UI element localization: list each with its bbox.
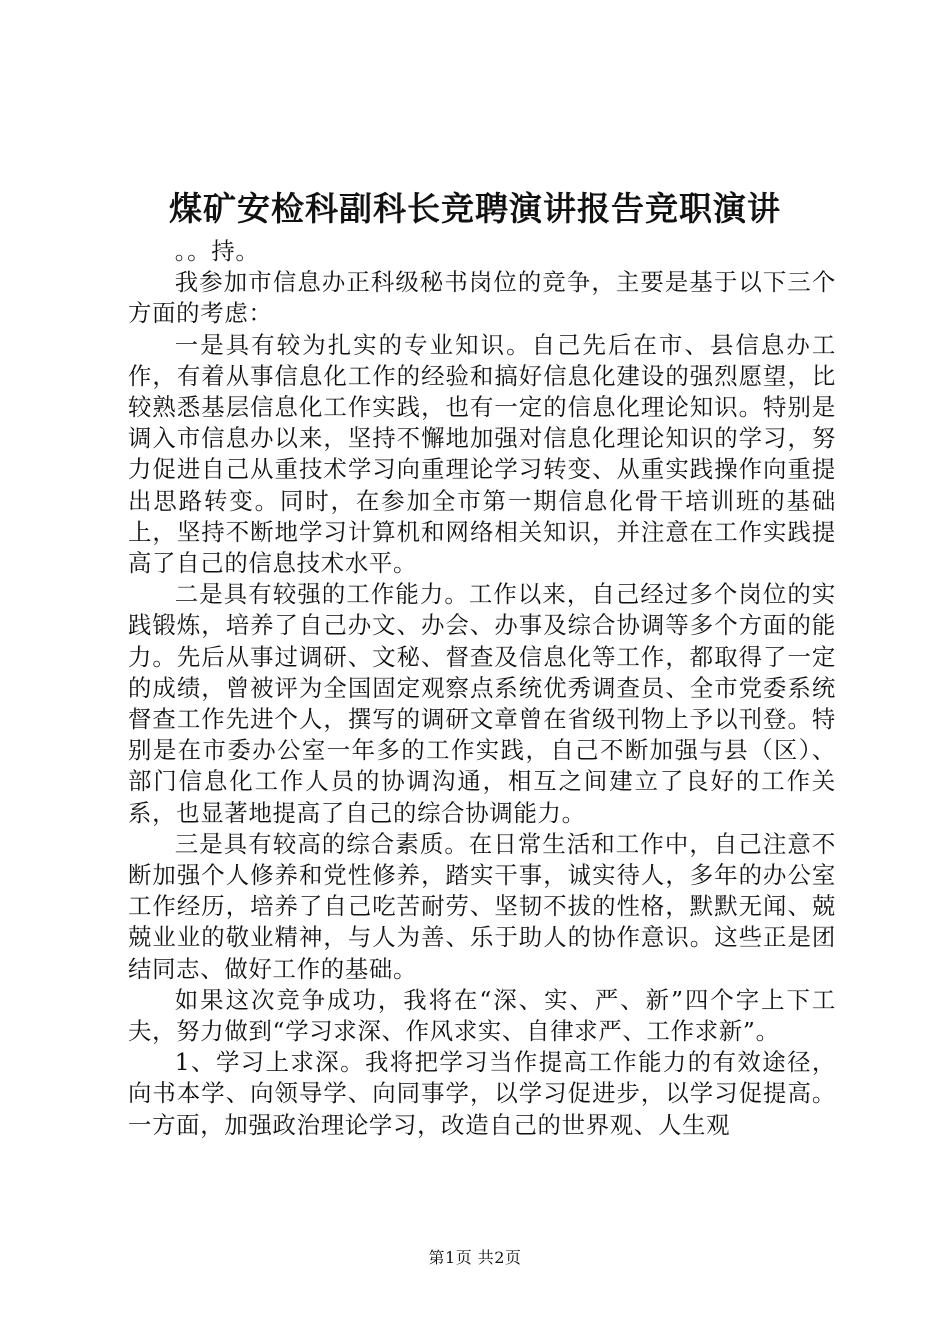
paragraph: 我参加市信息办正科级秘书岗位的竞争，主要是基于以下三个方面的考虑： bbox=[128, 268, 836, 328]
page-number: 第1页 共2页 bbox=[428, 1248, 522, 1267]
paragraph: 二是具有较强的工作能力。工作以来，自己经过多个岗位的实践锻炼，培养了自己办文、办会、办事及综合协调等多个方面的能力。先后从事过调研、文秘、督查及信息化等工作，都取得了一定的成绩，曾被评为全国固定观察点系统优秀调查员、全市党委系统督查工作先进个人，撰写的调研文章曾在省级刊物上予以刊登。特别是在市委办公室一年多的工作实践，自己不断加强与县（区）、部门信息化工作人员的协调沟通，相互之间建立了良好的工作关系，也显著地提高了自己的综合协调能力。 bbox=[128, 580, 836, 827]
paragraph: 。。持。 bbox=[174, 237, 260, 265]
paragraph: 一是具有较为扎实的专业知识。自己先后在市、县信息办工作，有着从事信息化工作的经验和搞好信息化建设的强烈愿望，比较熟悉基层信息化工作实践，也有一定的信息化理论知识。特别是调入市信息办以来，坚持不懈地加强对信息化理论知识的学习，努力促进自己从重技术学习向重理论学习转变、从重实践操作向重提出思路转变。同时，在参加全市第一期信息化骨干培训班的基础上，坚持不断地学习计算机和网络相关知识，并注意在工作实践提高了自己的信息技术水平。 bbox=[128, 330, 836, 578]
document-body bbox=[128, 236, 836, 1141]
document-title: 煤矿安检科副科长竞聘演讲报告竞职演讲 bbox=[169, 189, 781, 228]
paragraph: 三是具有较高的综合素质。在日常生活和工作中，自己注意不断加强个人修养和党性修养，踏实干事，诚实待人，多年的办公室工作经历，培养了自己吃苦耐劳、坚韧不拔的性格，默默无闻、兢兢业业的敬业精神，与人为善、乐于助人的协作意识。这些正是团结同志、做好工作的基础。 bbox=[128, 829, 836, 983]
paragraph: 1、学习上求深。我将把学习当作提高工作能力的有效途径，向书本学、向领导学、向同事学，以学习促进步，以学习促提高。一方面，加强政治理论学习，改造自己的世界观、人生观 bbox=[128, 1048, 836, 1139]
paragraph: 如果这次竞争成功，我将在“深、实、严、新”四个字上下工夫，努力做到“学习求深、作风求实、自律求严、工作求新”。 bbox=[128, 985, 836, 1046]
